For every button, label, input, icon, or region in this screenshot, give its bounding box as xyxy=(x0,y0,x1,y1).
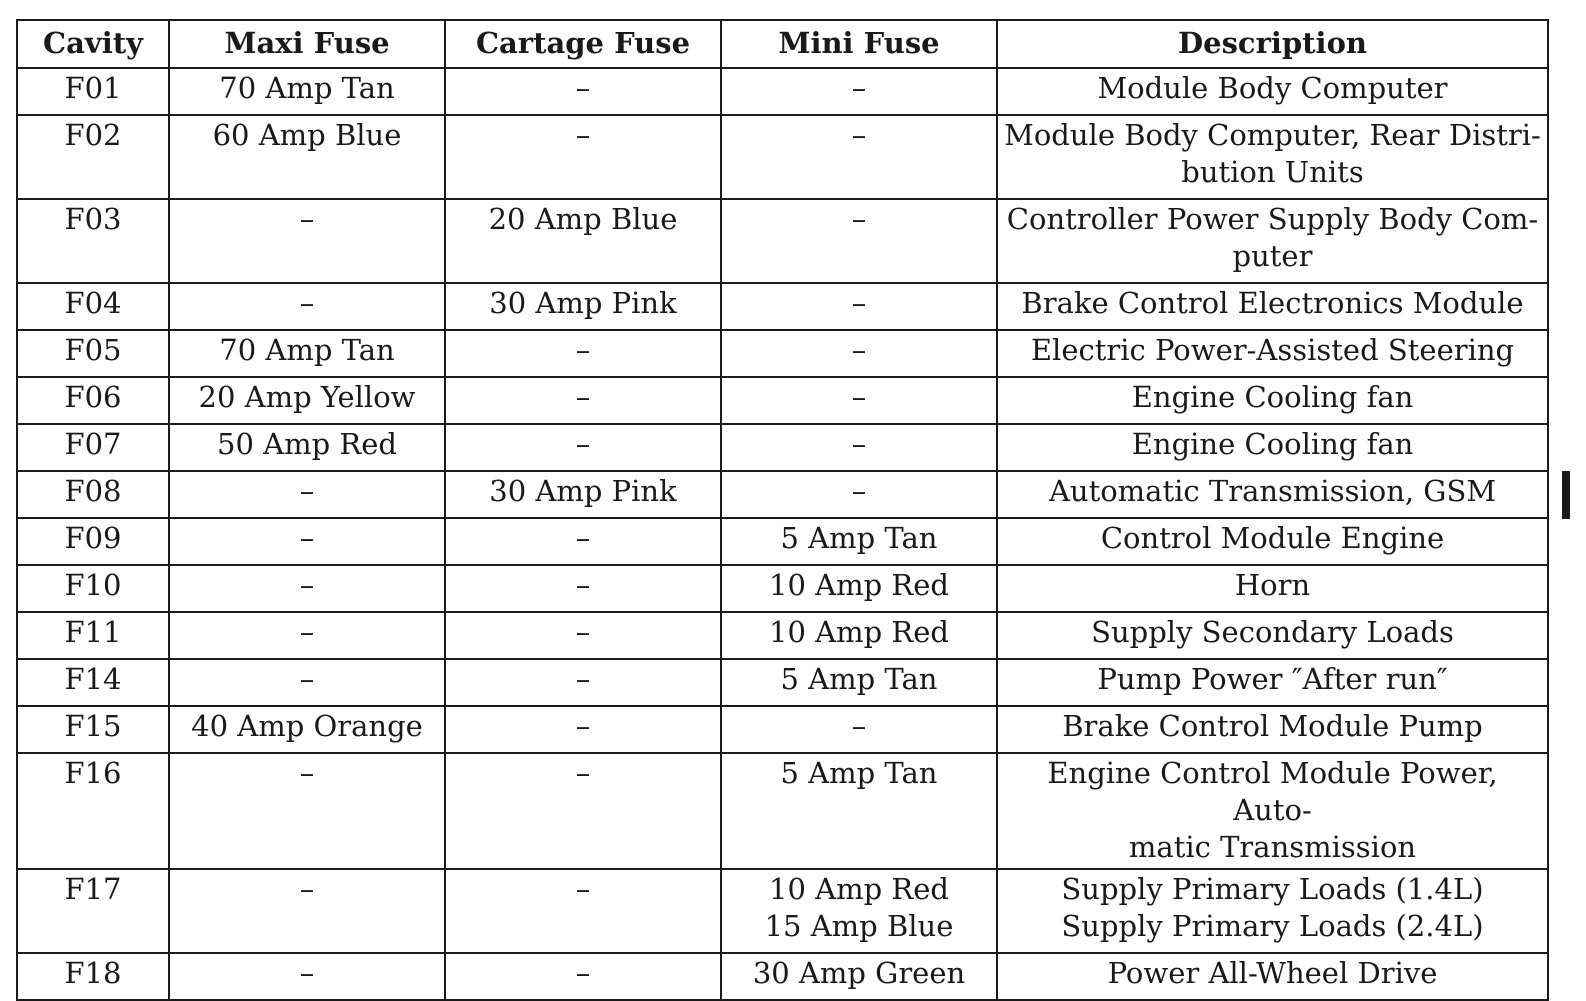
table-row xyxy=(17,377,1548,424)
cartage-fuse-cell-line: – xyxy=(575,709,591,743)
description-cell-line: Pump Power ″After run″ xyxy=(1097,662,1448,696)
maxi-fuse-cell xyxy=(169,68,445,115)
maxi-fuse-cell-line: 70 Amp Tan xyxy=(219,71,395,105)
maxi-fuse-cell-line: – xyxy=(299,662,315,696)
description-cell-line: Horn xyxy=(1234,568,1311,602)
mini-fuse-cell-line: – xyxy=(851,286,867,320)
column-header-cavity: Cavity xyxy=(17,20,169,68)
description-cell-line: Electric Power-Assisted Steering xyxy=(1030,333,1515,367)
description-cell xyxy=(997,199,1548,283)
cartage-fuse-cell xyxy=(445,283,721,330)
table-row xyxy=(17,565,1548,612)
cartage-fuse-cell xyxy=(445,953,721,1000)
cartage-fuse-cell xyxy=(445,565,721,612)
mini-fuse-cell xyxy=(721,283,997,330)
mini-fuse-cell xyxy=(721,659,997,706)
description-cell-line: Control Module Engine xyxy=(1100,521,1445,555)
mini-fuse-cell-line: 15 Amp Blue xyxy=(764,909,954,943)
maxi-fuse-cell-line: 60 Amp Blue xyxy=(212,118,402,152)
description-cell-line: Supply Primary Loads (2.4L) xyxy=(1061,909,1484,943)
table-row xyxy=(17,199,1548,283)
mini-fuse-cell-line: 5 Amp Tan xyxy=(780,756,938,790)
table-row xyxy=(17,283,1548,330)
mini-fuse-cell xyxy=(721,953,997,1000)
description-cell xyxy=(997,283,1548,330)
cavity-cell: F18 xyxy=(17,953,169,1000)
cavity-cell: F02 xyxy=(17,115,169,199)
mini-fuse-cell xyxy=(721,199,997,283)
mini-fuse-cell-line: – xyxy=(851,474,867,508)
cartage-fuse-cell xyxy=(445,377,721,424)
cartage-fuse-cell xyxy=(445,659,721,706)
maxi-fuse-cell-line: – xyxy=(299,956,315,990)
maxi-fuse-cell xyxy=(169,706,445,753)
maxi-fuse-cell-line: – xyxy=(299,202,315,236)
maxi-fuse-cell-line: 50 Amp Red xyxy=(217,427,397,461)
cavity-cell: F14 xyxy=(17,659,169,706)
description-cell-line: Module Body Computer xyxy=(1097,71,1448,105)
cavity-cell: F15 xyxy=(17,706,169,753)
cartage-fuse-cell-line: – xyxy=(575,427,591,461)
cavity-cell: F16 xyxy=(17,753,169,869)
cartage-fuse-cell-line: 20 Amp Blue xyxy=(488,202,678,236)
cavity-cell: F05 xyxy=(17,330,169,377)
maxi-fuse-cell xyxy=(169,869,445,953)
mini-fuse-cell xyxy=(721,424,997,471)
mini-fuse-cell xyxy=(721,518,997,565)
description-cell xyxy=(997,424,1548,471)
cartage-fuse-cell xyxy=(445,115,721,199)
column-header-mini-fuse: Mini Fuse xyxy=(721,20,997,68)
maxi-fuse-cell xyxy=(169,283,445,330)
mini-fuse-cell xyxy=(721,68,997,115)
maxi-fuse-cell-line: – xyxy=(299,615,315,649)
maxi-fuse-cell-line: – xyxy=(299,568,315,602)
cavity-cell: F04 xyxy=(17,283,169,330)
cavity-cell: F06 xyxy=(17,377,169,424)
cavity-cell: F08 xyxy=(17,471,169,518)
cartage-fuse-cell xyxy=(445,753,721,869)
fuse-table-body xyxy=(17,68,1548,1000)
description-cell xyxy=(997,659,1548,706)
description-cell xyxy=(997,68,1548,115)
maxi-fuse-cell xyxy=(169,612,445,659)
table-row xyxy=(17,471,1548,518)
column-header-description: Description xyxy=(997,20,1548,68)
description-cell-line: matic Transmission xyxy=(1128,830,1417,864)
mini-fuse-cell xyxy=(721,330,997,377)
description-cell-line: Power All-Wheel Drive xyxy=(1107,956,1438,990)
mini-fuse-cell-line: – xyxy=(851,202,867,236)
maxi-fuse-cell xyxy=(169,659,445,706)
cartage-fuse-cell-line: – xyxy=(575,333,591,367)
description-cell xyxy=(997,869,1548,953)
cavity-cell: F03 xyxy=(17,199,169,283)
mini-fuse-cell-line: – xyxy=(851,333,867,367)
maxi-fuse-cell xyxy=(169,565,445,612)
maxi-fuse-cell-line: – xyxy=(299,474,315,508)
maxi-fuse-cell-line: 20 Amp Yellow xyxy=(198,380,416,414)
cartage-fuse-cell xyxy=(445,612,721,659)
description-cell-line: Supply Secondary Loads xyxy=(1091,615,1454,649)
table-row xyxy=(17,518,1548,565)
mini-fuse-cell xyxy=(721,612,997,659)
cartage-fuse-cell xyxy=(445,518,721,565)
header-row xyxy=(17,20,1548,68)
cavity-cell: F17 xyxy=(17,869,169,953)
description-cell xyxy=(997,706,1548,753)
mini-fuse-cell-line: 5 Amp Tan xyxy=(780,662,938,696)
cartage-fuse-cell-line: – xyxy=(575,956,591,990)
cartage-fuse-cell-line: – xyxy=(575,118,591,152)
column-header-cartage-fuse: Cartage Fuse xyxy=(445,20,721,68)
description-cell xyxy=(997,330,1548,377)
description-cell xyxy=(997,753,1548,869)
cartage-fuse-cell xyxy=(445,706,721,753)
cartage-fuse-cell-line: – xyxy=(575,71,591,105)
maxi-fuse-cell-line: – xyxy=(299,872,315,906)
cartage-fuse-cell-line: – xyxy=(575,380,591,414)
maxi-fuse-cell xyxy=(169,330,445,377)
description-cell-line: Supply Primary Loads (1.4L) xyxy=(1061,872,1484,906)
description-cell-line: Engine Control Module Power, Auto- xyxy=(1047,756,1498,827)
cartage-fuse-cell xyxy=(445,471,721,518)
description-cell-line: Engine Cooling fan xyxy=(1131,427,1414,461)
maxi-fuse-cell xyxy=(169,424,445,471)
maxi-fuse-cell-line: 40 Amp Orange xyxy=(191,709,423,743)
description-cell-line: Module Body Computer, Rear Distri- xyxy=(1004,118,1541,152)
description-cell-line: Automatic Transmission, GSM xyxy=(1048,474,1497,508)
cartage-fuse-cell-line: – xyxy=(575,615,591,649)
cartage-fuse-cell-line: 30 Amp Pink xyxy=(489,286,677,320)
description-cell xyxy=(997,471,1548,518)
maxi-fuse-cell xyxy=(169,518,445,565)
description-cell xyxy=(997,518,1548,565)
cartage-fuse-cell xyxy=(445,68,721,115)
mini-fuse-cell-line: – xyxy=(851,709,867,743)
table-row xyxy=(17,115,1548,199)
mini-fuse-cell-line: 30 Amp Green xyxy=(752,956,966,990)
cavity-cell: F07 xyxy=(17,424,169,471)
mini-fuse-cell-line: 10 Amp Red xyxy=(769,615,949,649)
mini-fuse-cell-line: 5 Amp Tan xyxy=(780,521,938,555)
cavity-cell: F10 xyxy=(17,565,169,612)
mini-fuse-cell-line: – xyxy=(851,427,867,461)
mini-fuse-cell xyxy=(721,377,997,424)
maxi-fuse-cell-line: – xyxy=(299,756,315,790)
mini-fuse-cell-line: 10 Amp Red xyxy=(769,872,949,906)
maxi-fuse-cell xyxy=(169,115,445,199)
cavity-cell: F11 xyxy=(17,612,169,659)
table-row xyxy=(17,424,1548,471)
mini-fuse-cell-line: – xyxy=(851,118,867,152)
table-row xyxy=(17,659,1548,706)
cartage-fuse-cell-line: 30 Amp Pink xyxy=(489,474,677,508)
mini-fuse-cell xyxy=(721,753,997,869)
description-cell-line: Brake Control Electronics Module xyxy=(1021,286,1524,320)
description-cell-line: puter xyxy=(1232,239,1313,273)
cartage-fuse-cell xyxy=(445,330,721,377)
table-row xyxy=(17,330,1548,377)
table-row xyxy=(17,869,1548,953)
description-cell-line: Engine Cooling fan xyxy=(1131,380,1414,414)
description-cell xyxy=(997,377,1548,424)
cartage-fuse-cell-line: – xyxy=(575,568,591,602)
description-cell xyxy=(997,565,1548,612)
description-cell xyxy=(997,612,1548,659)
maxi-fuse-cell xyxy=(169,471,445,518)
maxi-fuse-cell xyxy=(169,377,445,424)
table-row xyxy=(17,68,1548,115)
maxi-fuse-cell-line: 70 Amp Tan xyxy=(219,333,395,367)
table-row xyxy=(17,612,1548,659)
mini-fuse-cell-line: – xyxy=(851,380,867,414)
table-row xyxy=(17,753,1548,869)
description-cell-line: Controller Power Supply Body Com- xyxy=(1006,202,1539,236)
maxi-fuse-cell xyxy=(169,953,445,1000)
cavity-cell: F01 xyxy=(17,68,169,115)
description-cell-line: Brake Control Module Pump xyxy=(1062,709,1483,743)
mini-fuse-cell xyxy=(721,115,997,199)
mini-fuse-cell-line: – xyxy=(851,71,867,105)
maxi-fuse-cell-line: – xyxy=(299,286,315,320)
description-cell xyxy=(997,115,1548,199)
fuse-table xyxy=(16,19,1549,1001)
cavity-cell: F09 xyxy=(17,518,169,565)
cartage-fuse-cell xyxy=(445,199,721,283)
table-row xyxy=(17,953,1548,1000)
maxi-fuse-cell-line: – xyxy=(299,521,315,555)
cartage-fuse-cell-line: – xyxy=(575,662,591,696)
description-cell-line: bution Units xyxy=(1181,155,1364,189)
table-row xyxy=(17,706,1548,753)
page-edge-tab xyxy=(1562,471,1570,519)
mini-fuse-cell-line: 10 Amp Red xyxy=(769,568,949,602)
description-cell xyxy=(997,953,1548,1000)
maxi-fuse-cell xyxy=(169,199,445,283)
column-header-maxi-fuse: Maxi Fuse xyxy=(169,20,445,68)
cartage-fuse-cell-line: – xyxy=(575,756,591,790)
mini-fuse-cell xyxy=(721,471,997,518)
cartage-fuse-cell-line: – xyxy=(575,872,591,906)
mini-fuse-cell xyxy=(721,565,997,612)
cartage-fuse-cell xyxy=(445,424,721,471)
mini-fuse-cell xyxy=(721,706,997,753)
cartage-fuse-cell-line: – xyxy=(575,521,591,555)
cartage-fuse-cell xyxy=(445,869,721,953)
maxi-fuse-cell xyxy=(169,753,445,869)
mini-fuse-cell xyxy=(721,869,997,953)
